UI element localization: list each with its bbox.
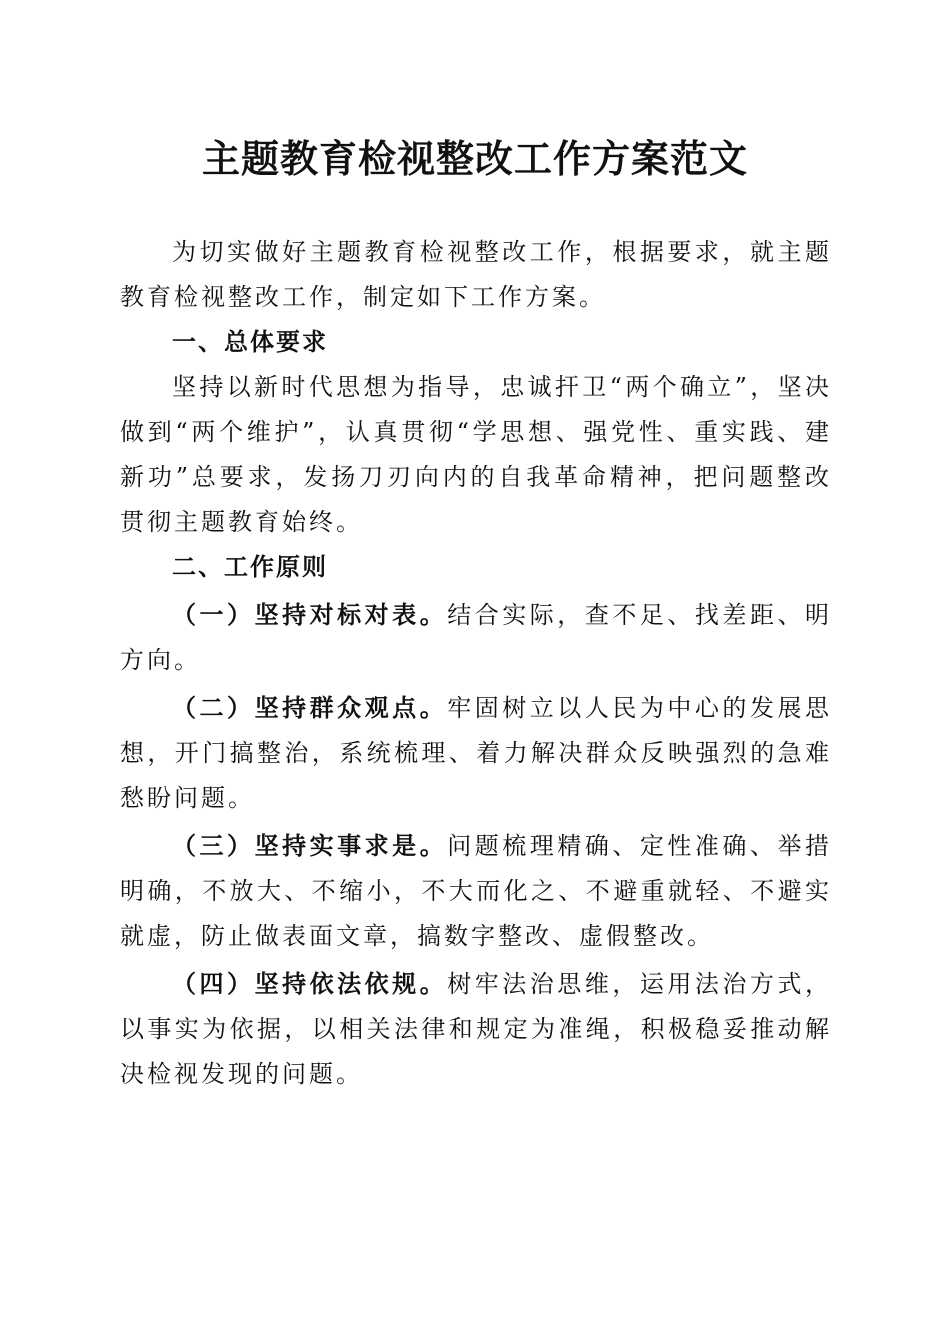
principle-paragraph xyxy=(120,823,832,959)
principle-paragraph xyxy=(120,592,832,683)
page-title: 主题教育检视整改工作方案范文 xyxy=(201,136,748,181)
principle-text: 问题梳理精确、定性准确、举措明确，不放大、不缩小，不大而化之、不避重就轻、不避实就虚，防止做表面文章，搞数字整改、虚假整改。 xyxy=(120,832,833,950)
principle-lead: （四）坚持依法依规。 xyxy=(172,969,448,998)
document-body xyxy=(120,230,832,1097)
principle-text: 树牢法治思维，运用法治方式，以事实为依据，以相关法律和规定为准绳，积极稳妥推动解决检视发现的问题。 xyxy=(120,970,833,1088)
principle-lead: （三）坚持实事求是。 xyxy=(172,831,448,860)
principle-lead: （二）坚持群众观点。 xyxy=(172,693,448,722)
overall-requirements-paragraph: 坚持以新时代思想为指导，忠诚扞卫“两个确立”，坚决做到“两个维护”，认真贯彻“学思想、强党性、重实践、建新功”总要求，发扬刀刃向内的自我革命精神，把问题整改贯彻主题教育始终。 xyxy=(120,373,832,536)
section-heading-work-principles: 二、工作原则 xyxy=(172,553,328,581)
principle-paragraph xyxy=(120,961,832,1097)
principle-text: 结合实际，查不足、找差距、明方向。 xyxy=(120,601,833,674)
principle-text: 牢固树立以人民为中心的发展思想，开门搞整治，系统梳理、着力解决群众反映强烈的急难愁盼问题。 xyxy=(120,694,833,812)
intro-paragraph: 为切实做好主题教育检视整改工作，根据要求，就主题教育检视整改工作，制定如下工作方案。 xyxy=(120,238,832,311)
section-heading-overall-requirements: 一、总体要求 xyxy=(172,328,328,356)
principle-paragraph xyxy=(120,685,832,821)
principle-lead: （一）坚持对标对表。 xyxy=(172,600,448,629)
